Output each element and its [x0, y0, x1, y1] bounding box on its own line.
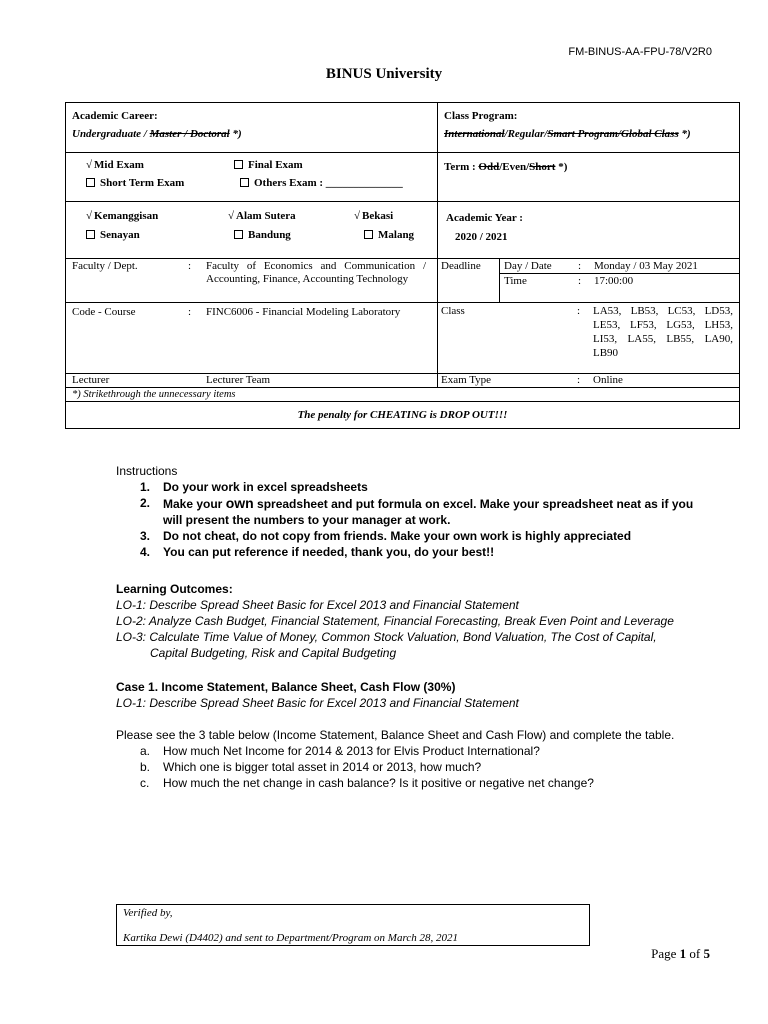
- instruction-3: Do not cheat, do not copy from friends. Make your own work is highly appreciated: [163, 529, 632, 543]
- time-value: 17:00:00: [594, 275, 634, 287]
- career-suffix: *): [232, 128, 242, 140]
- lo-2: LO-2: Analyze Cash Budget, Financial Statement, Financial Forecasting, Break Even Point and Leverage: [116, 614, 674, 628]
- question-c-text: How much the net change in cash balance? Is it positive or negative net change?: [163, 776, 594, 790]
- academic-career-label: Academic Career:: [72, 110, 158, 122]
- campus-malang: [364, 229, 414, 241]
- campus-kemanggisan: [86, 210, 228, 222]
- instruction-4: You can put reference if needed, thank you, do your best!!: [163, 545, 495, 559]
- campus-kemanggisan-label: Kemanggisan: [94, 210, 159, 222]
- lecturer-value: Lecturer Team: [206, 374, 271, 386]
- question-c-marker: c.: [140, 776, 150, 790]
- campus-senayan-label: Senayan: [100, 229, 140, 241]
- check-mark-icon: √: [228, 210, 235, 222]
- program-regular: /Regular/: [504, 128, 548, 140]
- question-b-marker: b.: [140, 760, 151, 774]
- day-date-colon: :: [578, 260, 582, 272]
- instruction-1: Do your work in excel spreadsheets: [163, 480, 368, 494]
- checkbox-icon: [240, 178, 249, 187]
- checkbox-icon: [364, 230, 373, 239]
- class-value: LA53, LB53, LC53, LD53, LE53, LF53, LG53, LH53, LI53, LA55, LB55, LA90, LB90: [593, 305, 733, 359]
- exam-type-label: Exam Type: [441, 374, 492, 386]
- program-struck-2: Smart Program/Global Class: [547, 128, 679, 140]
- checkbox-icon: [234, 160, 243, 169]
- footnote: *) Strikethrough the unnecessary items: [66, 388, 740, 402]
- faculty-value: Faculty of Economics and Communication / Accounting, Finance, Accounting Technology: [206, 260, 426, 285]
- final-exam-option: [234, 159, 303, 171]
- others-exam-option: [240, 177, 403, 189]
- campus-bandung: [234, 229, 364, 241]
- academic-year-value: 2020 / 2021: [455, 231, 508, 243]
- question-c: [140, 775, 736, 791]
- mid-exam-label: Mid Exam: [94, 159, 144, 171]
- question-a: [140, 743, 736, 759]
- exam-header-table: [65, 102, 740, 429]
- case-1-title: Case 1. Income Statement, Balance Sheet, Cash Flow (30%): [116, 680, 456, 694]
- term-value: [444, 161, 733, 173]
- verified-by-detail: Kartika Dewi (D4402) and sent to Department/Program on March 28, 2021: [123, 932, 458, 944]
- course-label: Code - Course: [72, 306, 136, 318]
- instruction-2-pre: Make your: [163, 497, 226, 511]
- class-label: Class: [441, 305, 465, 317]
- checkbox-icon: [86, 230, 95, 239]
- time-label: Time: [504, 275, 527, 287]
- question-a-text: How much Net Income for 2014 & 2013 for Elvis Product International?: [163, 744, 540, 758]
- page-total: 5: [703, 946, 710, 961]
- academic-year-label: Academic Year :: [446, 212, 523, 224]
- instruction-2-post: spreadsheet and put formula on excel. Make your spreadsheet neat as if you: [253, 497, 694, 511]
- check-mark-icon: √: [86, 159, 93, 171]
- term-suffix: *): [558, 161, 568, 173]
- academic-career-value: [72, 128, 431, 140]
- career-undergraduate: Undergraduate /: [72, 128, 147, 140]
- term-struck-2: Short: [529, 161, 556, 173]
- mid-exam-option: [86, 159, 234, 171]
- course-colon: :: [188, 306, 192, 318]
- campus-bandung-label: Bandung: [248, 229, 291, 241]
- program-suffix: *): [681, 128, 691, 140]
- case-1-lo: LO-1: Describe Spread Sheet Basic for Excel 2013 and Financial Statement: [116, 696, 519, 710]
- deadline-label: Deadline: [438, 259, 500, 302]
- exam-type-value: Online: [593, 374, 623, 386]
- lo-3: LO-3: Calculate Time Value of Money, Common Stock Valuation, Bond Valuation, The Cost of Capital,: [116, 630, 657, 644]
- penalty-notice: The penalty for CHEATING is DROP OUT!!!: [66, 402, 740, 429]
- checkbox-icon: [234, 230, 243, 239]
- instruction-2-cont: will present the numbers to your manager at work.: [163, 513, 451, 527]
- final-exam-label: Final Exam: [248, 159, 303, 171]
- check-mark-icon: √: [86, 210, 93, 222]
- university-title: BINUS University: [325, 66, 443, 82]
- faculty-colon: :: [188, 260, 192, 272]
- short-term-exam-option: [86, 177, 240, 189]
- form-code: FM-BINUS-AA-FPU-78/V2R0: [568, 46, 712, 58]
- instructions-section: Instructions 1. Do your work in excel spreadsheets 2. Make your own spreadsheet and put formula on excel. Make your spreadsheet neat as if you will present the numbers to your manager at work. 3. Do not cheat, do not copy from friends. Make your own work is highly appreciated 4. You can put reference if needed, thank you, do your best!!: [116, 463, 736, 560]
- term-label: Term :: [444, 161, 476, 173]
- lo-1: LO-1: Describe Spread Sheet Basic for Excel 2013 and Financial Statement: [116, 598, 519, 612]
- question-b-text: Which one is bigger total asset in 2014 or 2013, how much?: [163, 760, 482, 774]
- case-1-intro: Please see the 3 table below (Income Statement, Balance Sheet and Cash Flow) and complete the table.: [116, 728, 675, 742]
- campus-bekasi: [354, 210, 393, 222]
- learning-outcomes-title: Learning Outcomes:: [116, 582, 233, 596]
- page-current: 1: [679, 946, 687, 961]
- question-a-marker: a.: [140, 744, 151, 758]
- campus-senayan: [86, 229, 234, 241]
- checkbox-icon: [86, 178, 95, 187]
- campus-alam-sutera: [228, 210, 354, 222]
- class-program-label: Class Program:: [444, 110, 518, 122]
- page-of: of: [686, 946, 704, 961]
- question-b: [140, 759, 736, 775]
- short-term-exam-label: Short Term Exam: [100, 177, 185, 189]
- term-even: /Even/: [499, 161, 530, 173]
- time-colon: :: [578, 275, 582, 287]
- campus-alam-sutera-label: Alam Sutera: [236, 210, 296, 222]
- lo-3-cont: Capital Budgeting, Risk and Capital Budgeting: [150, 646, 397, 660]
- day-date-label: Day / Date: [504, 260, 552, 272]
- instructions-title: Instructions: [116, 464, 178, 478]
- class-program-value: [444, 128, 733, 140]
- page-prefix: Page: [651, 946, 680, 961]
- instruction-2-emph: own: [225, 495, 254, 511]
- lecturer-label: Lecturer: [72, 374, 110, 386]
- term-struck-1: Odd: [478, 161, 500, 173]
- check-mark-icon: √: [354, 210, 361, 222]
- campus-bekasi-label: Bekasi: [362, 210, 394, 222]
- verification-box: [116, 904, 590, 946]
- program-struck-1: International: [444, 128, 505, 140]
- day-date-value: Monday / 03 May 2021: [594, 260, 698, 272]
- verified-by-label: Verified by,: [123, 907, 173, 919]
- page-number: [651, 946, 710, 962]
- learning-outcomes-section: [116, 581, 736, 661]
- career-struck: Master / Doctoral: [149, 128, 230, 140]
- faculty-label: Faculty / Dept.: [72, 260, 138, 272]
- exam-type-colon: :: [577, 374, 581, 386]
- others-exam-label: Others Exam : ______________: [254, 177, 403, 189]
- case-1-section: [116, 679, 736, 791]
- instruction-2: [163, 495, 693, 512]
- course-value: FINC6006 - Financial Modeling Laboratory: [206, 306, 401, 318]
- class-colon: :: [577, 305, 581, 317]
- campus-malang-label: Malang: [378, 229, 415, 241]
